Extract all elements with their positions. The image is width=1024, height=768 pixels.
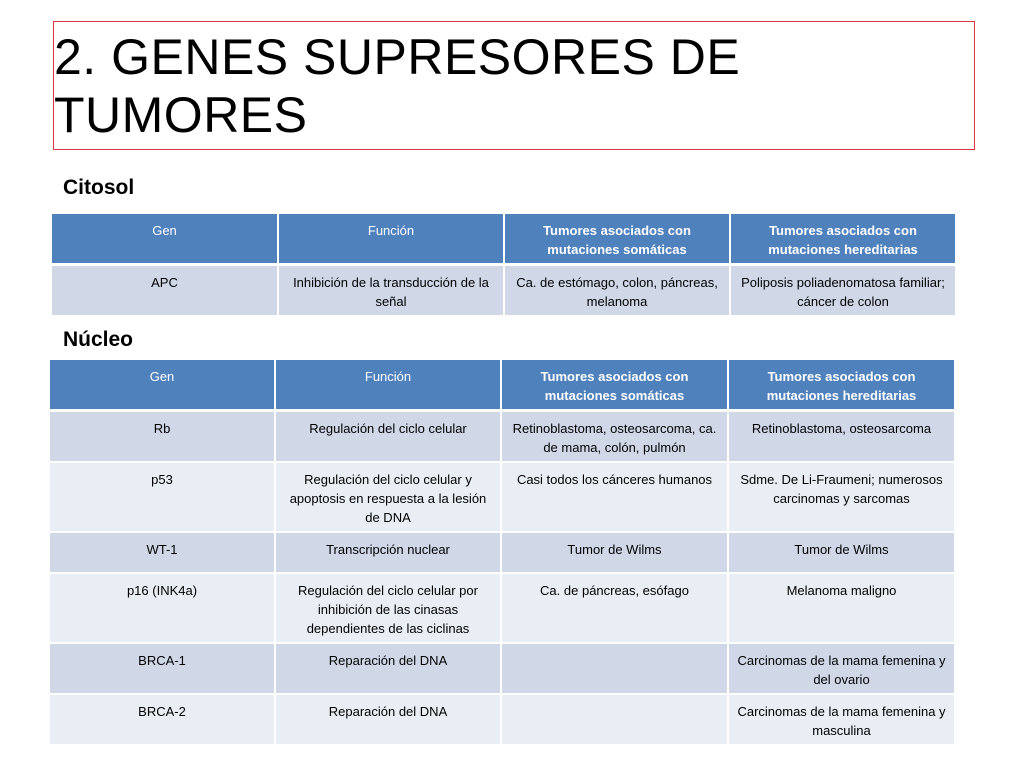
- cell-gen: Rb: [50, 412, 276, 463]
- table-row: [50, 644, 956, 695]
- cell-somaticas: Ca. de páncreas, esófago: [502, 574, 729, 644]
- table-row: [50, 695, 956, 746]
- cell-hereditarias: Sdme. De Li-Fraumeni; numerosos carcinomas y sarcomas: [729, 463, 956, 533]
- table-row: [52, 266, 957, 317]
- citosol-table: [52, 214, 957, 317]
- section-label-nucleo: Núcleo: [63, 328, 134, 351]
- cell-funcion: Inhibición de la transducción de la señal: [279, 266, 505, 317]
- cell-somaticas: [502, 695, 729, 746]
- cell-somaticas: Tumor de Wilms: [502, 533, 729, 574]
- table-row: [50, 463, 956, 533]
- cell-somaticas: Casi todos los cánceres humanos: [502, 463, 729, 533]
- header-somaticas: Tumores asociados con mutaciones somáticas: [502, 360, 729, 412]
- cell-gen: WT-1: [50, 533, 276, 574]
- cell-funcion: Regulación del ciclo celular por inhibición de las cinasas dependientes de las ciclinas: [276, 574, 502, 644]
- cell-hereditarias: Retinoblastoma, osteosarcoma: [729, 412, 956, 463]
- header-hereditarias: Tumores asociados con mutaciones hereditarias: [731, 214, 957, 266]
- nucleo-table: [50, 360, 956, 746]
- header-somaticas: Tumores asociados con mutaciones somáticas: [505, 214, 731, 266]
- cell-hereditarias: Melanoma maligno: [729, 574, 956, 644]
- cell-gen: BRCA-2: [50, 695, 276, 746]
- section-label-citosol: Citosol: [63, 176, 135, 199]
- header-hereditarias: Tumores asociados con mutaciones hereditarias: [729, 360, 956, 412]
- cell-funcion: Regulación del ciclo celular: [276, 412, 502, 463]
- table-row: [50, 412, 956, 463]
- cell-hereditarias: Tumor de Wilms: [729, 533, 956, 574]
- cell-hereditarias: Carcinomas de la mama femenina y del ovario: [729, 644, 956, 695]
- cell-funcion: Transcripción nuclear: [276, 533, 502, 574]
- table-row: [50, 533, 956, 574]
- cell-hereditarias: Poliposis poliadenomatosa familiar; cáncer de colon: [731, 266, 957, 317]
- header-funcion: Función: [279, 214, 505, 266]
- cell-gen: BRCA-1: [50, 644, 276, 695]
- title-box: [53, 21, 975, 150]
- cell-somaticas: Retinoblastoma, osteosarcoma, ca. de mama, colón, pulmón: [502, 412, 729, 463]
- cell-hereditarias: Carcinomas de la mama femenina y masculina: [729, 695, 956, 746]
- cell-funcion: Regulación del ciclo celular y apoptosis en respuesta a la lesión de DNA: [276, 463, 502, 533]
- cell-somaticas: [502, 644, 729, 695]
- page-title: 2. GENES SUPRESORES DE TUMORES: [54, 28, 741, 143]
- table-row: [50, 574, 956, 644]
- header-funcion: Función: [276, 360, 502, 412]
- table-header-row: [52, 214, 957, 266]
- cell-gen: p16 (INK4a): [50, 574, 276, 644]
- cell-funcion: Reparación del DNA: [276, 695, 502, 746]
- cell-funcion: Reparación del DNA: [276, 644, 502, 695]
- cell-somaticas: Ca. de estómago, colon, páncreas, melanoma: [505, 266, 731, 317]
- cell-gen: p53: [50, 463, 276, 533]
- cell-gen: APC: [52, 266, 279, 317]
- header-gen: Gen: [52, 214, 279, 266]
- header-gen: Gen: [50, 360, 276, 412]
- table-header-row: [50, 360, 956, 412]
